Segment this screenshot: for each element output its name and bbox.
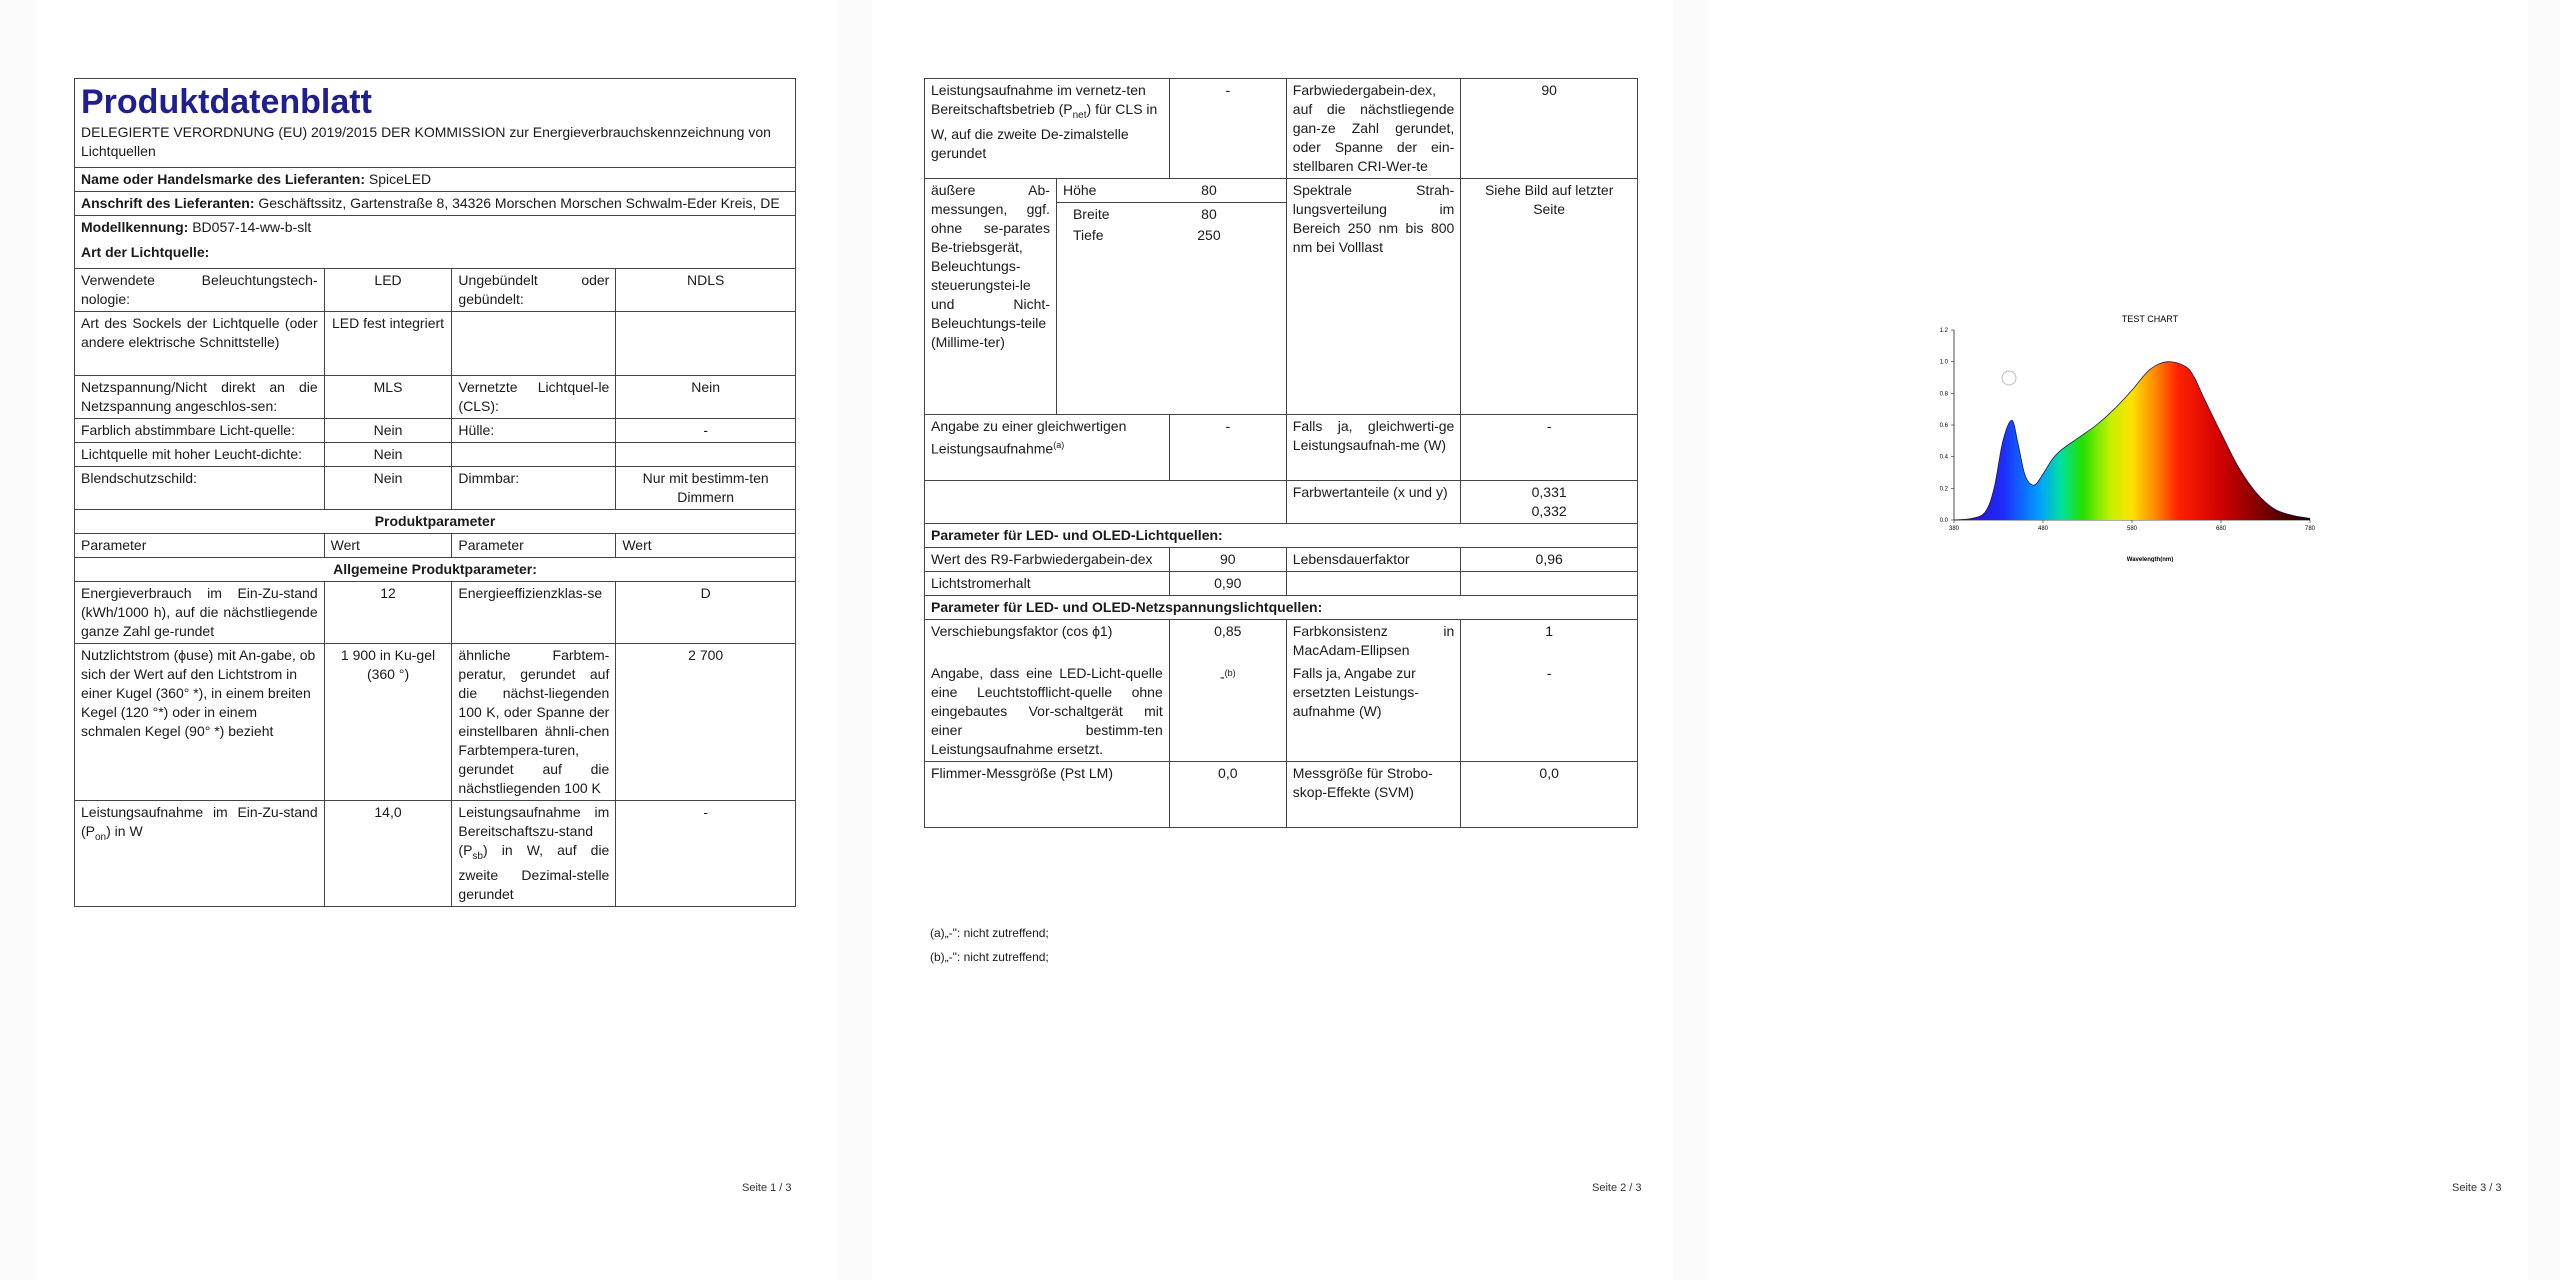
param-cell: Falls ja, Angabe zur ersetzten Leistungs-aufnahme (W) (1286, 662, 1461, 762)
spectrum-area (1954, 362, 2310, 520)
param-cell: Wert des R9-Farbwiedergabein-dex (925, 548, 1170, 572)
value-cell: 0,90 (1169, 572, 1286, 596)
table-row (925, 572, 1638, 596)
footnote-a: (a)„-": nicht zutreffend; (930, 926, 1049, 940)
value-cell: 1 (1461, 620, 1638, 663)
supplier-name: SpiceLED (368, 171, 432, 187)
page-number: Seite 3 / 3 (2452, 1182, 2502, 1194)
value-cell (616, 312, 796, 376)
param-cell: Messgröße für Strobo-skop-Effekte (SVM) (1286, 762, 1461, 828)
address-label: Anschrift des Lieferanten: (81, 195, 255, 211)
y-tick-label: 0.2 (1939, 486, 1948, 493)
table-row (75, 269, 796, 312)
value-cell (616, 443, 796, 467)
y-tick-label: 1.2 (1939, 328, 1948, 334)
param-cell: Spektrale Strah-lungsverteilung im Bereich 250 nm bis 800 nm bei Volllast (1286, 179, 1461, 415)
value-cell: 0,96 (1461, 548, 1638, 572)
regulation-text: DELEGIERTE VERORDNUNG (EU) 2019/2015 DER KOMMISSION zur Energieverbrauchskennzeichnung von Lichtquellen (81, 124, 771, 159)
value-cell: -$^{(b)}$ (1169, 662, 1286, 762)
param-cell: Hülle: (452, 419, 616, 443)
page-title: Produktdatenblatt (81, 83, 372, 121)
value-cell: Nein (616, 376, 796, 419)
table-row (925, 79, 1638, 179)
value-cell: Nein (324, 419, 452, 443)
value-cell: 90 (1169, 548, 1286, 572)
supplier-address: Geschäftssitz, Gartenstraße 8, 34326 Morschen Morschen Schwalm-Eder Kreis, DE (258, 195, 780, 211)
value-cell: Nein (324, 443, 452, 467)
y-tick-label: 1.0 (1939, 359, 1948, 366)
param-cell: Energieverbrauch im Ein-Zu-stand (kWh/1000 h), auf die nächstliegende ganze Zahl ge-rundet (75, 582, 325, 644)
param-cell: Leistungsaufnahme im Bereitschaftszu-stand $(P_{sb})$ in W, auf die zweite Dezimal-stelle gerundet (452, 801, 616, 907)
value-cell: 0,0 (1461, 762, 1638, 828)
dimension-width: Breite 80 (1072, 206, 1217, 222)
param-cell: Art des Sockels der Lichtquelle (oder andere elektrische Schnittstelle) (75, 312, 325, 376)
value-cell: 90 (1461, 79, 1638, 179)
table-row (75, 419, 796, 443)
value-cell: - (1461, 662, 1638, 762)
value-cell: - (1169, 415, 1286, 481)
value-cell: 2 700 (616, 644, 796, 801)
param-cell: Leistungsaufnahme im Ein-Zu-stand $(P_{on})$ in W (75, 801, 325, 907)
value-cell: - (616, 801, 796, 907)
supplier-name-label: Name oder Handelsmarke des Lieferanten: (81, 171, 365, 187)
x-tick-label: 580 (2126, 526, 2138, 532)
product-data-table-1 (74, 78, 796, 907)
param-cell: Verschiebungsfaktor (cos ϕ1) (925, 620, 1170, 663)
value-cell: 1 900 in Ku-gel (360 °) (324, 644, 452, 801)
param-cell: Flimmer-Messgröße (Pst LM) (925, 762, 1170, 828)
value-cell: MLS (324, 376, 452, 419)
y-tick-label: 0.4 (1939, 454, 1948, 461)
led-params-heading: Parameter für LED- und OLED-Lichtquellen: (925, 524, 1638, 548)
param-cell: Ungebündelt oder gebündelt: (452, 269, 616, 312)
param-cell: Angabe, dass eine LED-Licht-quelle eine Leuchtstofflicht-quelle ohne eingebautes Vor-schaltgerät mit einer bestimm-ten Leistungsaufnahme ersetzt. (925, 662, 1170, 762)
value-cell: - (1461, 415, 1638, 481)
value-cell: Siehe Bild auf letzter Seite (1461, 179, 1638, 415)
value-cell: 0,0 (1169, 762, 1286, 828)
param-cell: Netzspannung/Nicht direkt an die Netzspannung angeschlos-sen: (75, 376, 325, 419)
table-row (75, 443, 796, 467)
product-data-table-2 (924, 78, 1638, 828)
table-row (75, 582, 796, 644)
x-tick-label: 680 (2215, 526, 2227, 532)
page-number: Seite 2 / 3 (1592, 1182, 1642, 1194)
param-cell: Dimmbar: (452, 467, 616, 510)
param-cell: Energieeffizienzklas-se (452, 582, 616, 644)
param-cell: Blendschutzschild: (75, 467, 325, 510)
param-cell: Leistungsaufnahme im vernetz-ten Bereitschaftsbetrieb $(P_{net})$ für CLS in W, auf die zweite De-zimalstelle gerundet (925, 79, 1170, 179)
y-tick-label: 0.0 (1939, 518, 1948, 524)
y-tick-label: 0.6 (1939, 423, 1948, 429)
spectrum-chart (1928, 302, 2328, 562)
page-1 (36, 0, 838, 1280)
x-tick-label: 380 (1948, 526, 1960, 532)
column-header: Parameter (452, 534, 616, 558)
table-row (75, 376, 796, 419)
chart-title: TEST CHART (2121, 314, 2179, 324)
x-tick-label: 480 (2037, 526, 2049, 532)
value-cell: - (616, 419, 796, 443)
table-row (925, 481, 1638, 524)
param-cell: Lichtstromerhalt (925, 572, 1170, 596)
param-cell: Farbwertanteile (x und y) (1286, 481, 1461, 524)
marker-circle (2002, 371, 2016, 385)
param-cell: Verwendete Beleuchtungstech-nologie: (75, 269, 325, 312)
param-cell: Lichtquelle mit hoher Leucht-dichte: (75, 443, 325, 467)
dimension-depth: Tiefe 250 (1072, 227, 1221, 243)
model-id: BD057-14-ww-b-slt (192, 219, 312, 235)
param-cell: Nutzlichtstrom (ϕuse) mit An-gabe, ob sich der Wert auf den Lichtstrom in einer Kugel (360° *), in einem breiten Kegel (120 °*) oder in einem schmalen Kegel (90° *) bezieht (75, 644, 325, 801)
table-row (75, 644, 796, 801)
column-header: Wert (616, 534, 796, 558)
param-cell: Vernetzte Lichtquel-le (CLS): (452, 376, 616, 419)
param-cell: Falls ja, gleichwerti-ge Leistungsaufnah-me (W) (1286, 415, 1461, 481)
column-header: Wert (324, 534, 452, 558)
page-2 (872, 0, 1674, 1280)
value-cell: 14,0 (324, 801, 452, 907)
table-row (75, 312, 796, 376)
x-axis-label: Wavelength(nm) (2126, 557, 2174, 562)
x-tick-label: 780 (2304, 526, 2316, 532)
value-cell: 0,331 0,332 (1461, 481, 1638, 524)
param-cell: Lebensdauerfaktor (1286, 548, 1461, 572)
column-header: Parameter (75, 534, 325, 558)
value-cell: NDLS (616, 269, 796, 312)
value-cell: LED fest integriert (324, 312, 452, 376)
value-cell: - (1169, 79, 1286, 179)
product-params-heading: Produktparameter (75, 510, 796, 534)
footnote-b: (b)„-": nicht zutreffend; (930, 950, 1049, 964)
param-cell: Angabe zu einer gleichwertigen Leistungsaufnahme$^{(a)}$ (925, 415, 1170, 481)
dimensions-label: äußere Ab-messungen, ggf. ohne se-parates Be-triebsgerät, Beleuchtungs-steuerungstei-le und Nicht-Beleuchtungs-teile (Millime-ter) (925, 179, 1057, 415)
param-cell: ähnliche Farbtem-peratur, gerundet auf die nächst-liegenden 100 K, oder Spanne der einstellbaren ähnli-chen Farbtempera-turen, gerundet auf die nächstliegenden 100 K (452, 644, 616, 801)
table-row (925, 548, 1638, 572)
table-row (925, 762, 1638, 828)
param-cell: Farblich abstimmbare Licht-quelle: (75, 419, 325, 443)
mains-params-heading: Parameter für LED- und OLED-Netzspannungslichtquellen: (925, 596, 1638, 620)
model-label: Modellkennung: (81, 219, 189, 235)
page-3 (1708, 0, 2528, 1280)
page-number: Seite 1 / 3 (742, 1182, 792, 1194)
y-tick-label: 0.8 (1939, 391, 1948, 398)
value-cell: D (616, 582, 796, 644)
light-source-type-heading: Art der Lichtquelle: (75, 239, 796, 269)
value-cell: 12 (324, 582, 452, 644)
table-row (925, 415, 1638, 481)
table-row (925, 620, 1638, 663)
table-row (75, 801, 796, 907)
dimension-height: Höhe 80 (1057, 179, 1286, 203)
table-row (75, 467, 796, 510)
table-row (925, 662, 1638, 762)
param-cell: Farbwiedergabein-dex, auf die nächstliegende gan-ze Zahl gerundet, oder Spanne der ein-stellbaren CRI-Wer-te (1286, 79, 1461, 179)
table-row (925, 179, 1638, 415)
general-params-heading: Allgemeine Produktparameter: (75, 558, 796, 582)
value-cell: 0,85 (1169, 620, 1286, 663)
param-cell (452, 312, 616, 376)
param-cell (452, 443, 616, 467)
value-cell: LED (324, 269, 452, 312)
value-cell: Nur mit bestimm-ten Dimmern (616, 467, 796, 510)
param-cell: Farbkonsistenz in MacAdam-Ellipsen (1286, 620, 1461, 663)
value-cell: Nein (324, 467, 452, 510)
